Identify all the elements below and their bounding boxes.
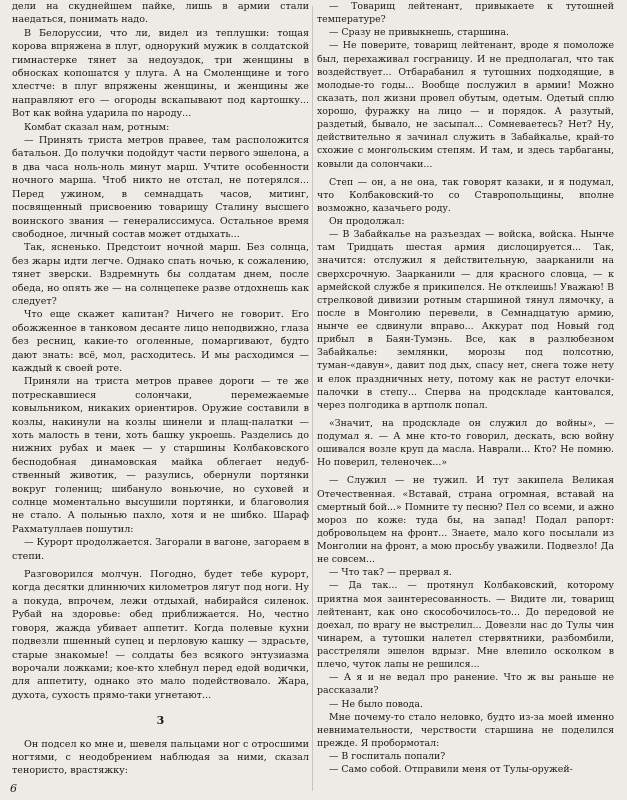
- paragraph: Он подсел ко мне и, шевеля пальцами ног с отросшими ногтями, с неодобрением наблюдая за ними, сказал тенористо, врастяжку:: [12, 738, 309, 777]
- left-paragraphs-after-section: [12, 738, 309, 778]
- paragraph: — Само собой. Отправили меня от Тулы-оружей-: [329, 764, 573, 776]
- paragraph: Приняли на триста метров правее дороги — те же потрескавшиеся солончаки, перемежаемые ковыльником, никаких ориентиров. Оружие составили в козлы, накинули на козлы шинели и плащ-палатки — хоть малость в тени, хоть башку укроешь. Разделись до нижних рубах и маек — у старшины Колбаковского бесподобная динамовская майка облегает недубственный животик, — разулись, обернули портянки вокруг голенищ; шибануло воньючие, но суховей и солнце моментально высушили портянки, и благоволия не стало. А полынью пахло, хотя и не шибко. Шараф Рахматуллаев пошутил:: [12, 376, 309, 535]
- paragraph: — Не поверите, товарищ лейтенант, вроде я помоложе был, перехаживал госграницу. И не предполагал, что так воздействует... Отбарабанил я тутошних подходящие, в молодые-то годы... Вообще послужил в армии! Можно сказать, пол жизни провел обутым, одетым. Одетый сплю хорошо, фуражку на лицо — и порядок. А разутый, раздетый, бывало, не засыпал... Сомневаетесь? Нет? Ну, действительно я зачинал служить в Забайкалье, край-то схожие с монгольским степям. И там, и здесь тарбаганы, ковыли да солончаки...: [317, 40, 614, 170]
- paragraph: — Принять триста метров правее, там расположится батальон. До получки подойдут части первого эшелона, а в два часа ноль-ноль минут марш. Учтите особенности ночного марша. Чтоб никто не отстал, не потерялся... Перед ужином, в семнадцать часов, митинг, посвященный присвоению товарищу Сталину высшего воинского звания — генералиссимуса. Остальное время свободное, личный состав может отдыхать...: [12, 135, 309, 240]
- paragraph: — В Забайкалье на разъездах — войска, войска. Нынче там Тридцать шестая армия дислоцируется... Так, значится: отслужил я действительную, заарканили на сверхсрочную. Заарканили — для красного словца, — к армейской службе я прикипелся. Не отклеишь! Уважаю! В стрелковой дивизии ротным старшиной тянул лямочку, а после в Монголию перевели, в Семнадцатую армию, нынче ее сдвинули вправо... Аккурат под Новый год прибыл в Баян-Тумэнь. Все, как в разлюбезном Забайкалье: землянки, морозы под полсотню, туман-«давун», давит под дых, спасу нет, снега тоже нету и елок праздничных нету, потому как не растут елочки-палочки в степу... Сперва на продскладе кантовался, через полгодика в артполк попал.: [317, 229, 614, 411]
- paragraph: «Значит, на продскладе он служил до войны», — подумал я. — А мне кто-то говорил, дескать, всю войну ошивался возле круп да масла. Наврали... Кто? Не помню. Но поверил, теленочек...»: [317, 417, 614, 469]
- paragraph: — В госпиталь попали?: [329, 751, 446, 762]
- paragraph: — Служил — не тужил. И тут закипела Великая Отечественная. «Вставай, страна огромная, вставай на смертный бой...» Помните ту песню? Пел со всеми, и ажно мороз по коже: туда бы, на запад! Подал рапорт: добровольцем на фронт... Знаете, мало кого посылали из Монголии на фронт, а мою просьбу уважили. Подвезло! Да не совсем...: [317, 475, 614, 566]
- paragraph: Разговорился молчун. Погодно, будет тебе курорт, когда десятки длиннючих километров лягут под ноги. Ну а покуда, впрочем, лежи отдыхай, набирайся силенок. Рубай на здоровье: обед приближается. Но, честно говоря, жажда убивает аппетит. Когда полевые кухни подвезли пшенный супец и перловую кашку — здрасьте, старые знакомые! — солдаты без всякого энтузиазма ворочали ложками; кое-кто хлебнул перед едой водички, для аппетиту, однако это мало подействовало. Жара, духота, сухость прямо-таки угнетают...: [12, 569, 309, 701]
- paragraph: — Не было повода.: [329, 698, 423, 710]
- paragraph: — А я и не ведал про ранение. Что ж вы раньше не рассказали?: [317, 672, 614, 697]
- section-number: 3: [156, 714, 165, 728]
- paragraph: Он продолжал:: [329, 216, 405, 227]
- paragraph: Так, ясненько. Предстоит ночной марш. Без солнца, без жары идти легче. Однако спать ночью, к сожалению, тянет зверски. Вздремнуть бы солдатам днем, после обеда, но опять же — на солнцепеке разве отдохнешь как следует?: [12, 242, 309, 307]
- right-paragraphs: [317, 0, 614, 776]
- right-column: [317, 0, 614, 776]
- paragraph: — Сразу не привыкнешь, старшина.: [329, 27, 509, 39]
- paragraph: — Товарищ лейтенант, привыкаете к тутошней температуре?: [317, 1, 614, 26]
- paragraph: Мне почему-то стало неловко, будто из-за моей именно невнимательности, черствости старшина не поделился прежде. Я пробормотал:: [317, 711, 614, 749]
- paragraph: — Курорт продолжается. Загорали в вагоне, загораем в степи.: [12, 537, 309, 562]
- paragraph: — Что так? — прервал я.: [329, 567, 452, 579]
- page-number: 6: [10, 782, 17, 795]
- paragraph: Что еще скажет капитан? Ничего не говорит. Его обожженное в танковом десанте лицо неподвижно, глаза без ресниц, какие-то оголенные, помаргивают, будто дают знать: всё, мол, расходитесь. И мы расходимся — каждый к своей роте.: [12, 309, 309, 374]
- left-column: [12, 0, 309, 778]
- paragraph: Степ — он, а не она, так говорят казаки, и я подумал, что Колбаковский-то со Ставропольщины, вполне возможно, казачьего роду.: [317, 176, 614, 214]
- paragraph: — Да так... — протянул Колбаковский, которому приятна моя заинтересованность. — Видите ли, товарищ лейтенант, как оно скособочилось-то... До передовой не доехал, по врагу не выстрелил... Довезли нас до Тулы чин чинарем, а тутошки налетел стервятники, разбомбили, расстреляли эшелон вдрызг. Мне влепило осколком в плечо, чуток лапы не решился...: [317, 580, 614, 671]
- paragraph: В Белоруссии, что ли, видел из теплушки: тощая корова впряжена в плуг, однорукий мужик в солдатской гимнастерке тянет за недоуздок, три женщины в обносках копошатся у плуга. А на Смоленщине и того хлестче: в плуг впряжены женщины, и женщины же направляют его — огороды вскапывают под картошку... Вот как война ударила по народу...: [12, 27, 309, 120]
- left-paragraphs: [12, 0, 309, 702]
- paragraph: дели на скуднейшем пайке, лишь в армии стали наедаться, понимать надо.: [12, 1, 309, 26]
- paragraph: Комбат сказал нам, ротным:: [24, 121, 170, 133]
- column-divider: [312, 6, 313, 791]
